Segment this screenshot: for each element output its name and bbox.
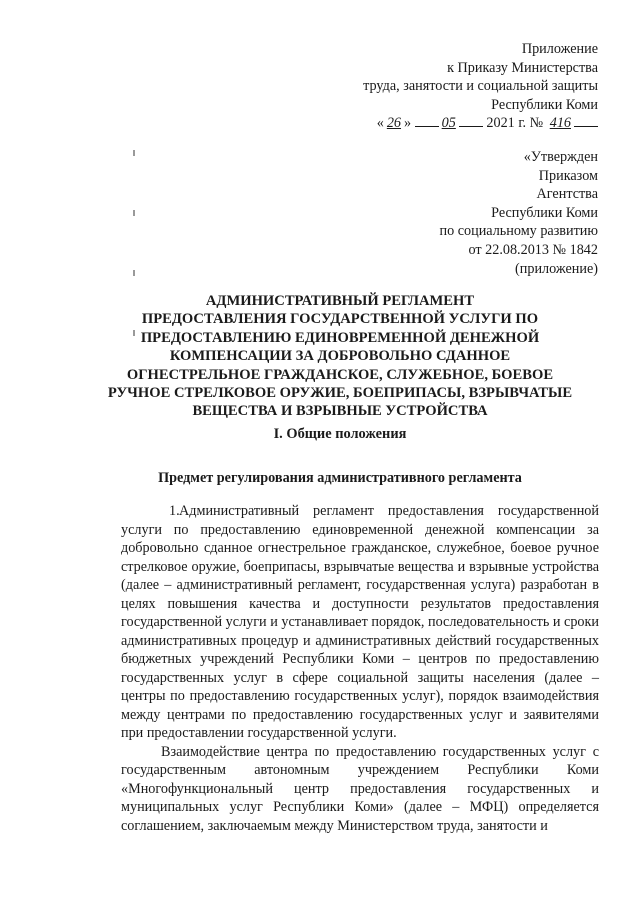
body-text [121,502,599,835]
appendix-line: Приложение [521,41,598,57]
approved-line: (приложение) [515,260,598,277]
scan-mark [133,210,135,216]
order-number: 416 [549,115,571,131]
title-line: ПРЕДОСТАВЛЕНИЯ ГОСУДАРСТВЕННОЙ УСЛУГИ ПО [141,311,539,328]
approved-line: Приказом [538,167,598,184]
paragraph-number: 1. [169,503,180,519]
date-underline [415,114,439,127]
approved-line: Республики Коми [491,204,598,221]
title-line: ПРЕДОСТАВЛЕНИЮ ЕДИНОВРЕМЕННОЙ ДЕНЕЖНОЙ [140,329,540,346]
approved-line: по социальному развитию [439,223,598,240]
title-line: АДМИНИСТРАТИВНЫЙ РЕГЛАМЕНТ [205,293,475,309]
date-open-quote: « [376,115,384,131]
approved-line: от 22.08.2013 № 1842 [468,241,598,258]
appendix-line: труда, занятости и социальной защиты [363,78,598,94]
scan-mark [133,270,135,276]
title-line: КОМПЕНСАЦИИ ЗА ДОБРОВОЛЬНО СДАННОЕ [169,348,511,365]
appendix-date-line [363,114,598,133]
document-title [90,292,590,421]
paragraph-2: Взаимодействие центра по предоставлению государственных услуг с государственным автономным учреждением Республики Коми «Многофункциональный центр предоставления государственных и муниципальных услуг Республики Коми» (далее – МФЦ) определяется соглашением, заключаемым между Министерством труда, занятости и [121,743,599,834]
paragraph-1-text: Административный регламент предоставления государственной услуги по предоставлению единовременной денежной компенсации за добровольно сданное огнестрельное гражданское, служебное, боевое ручное стрелковое оружие, боеприпасы, взрывчатые вещества и взрывные устройства (далее – административный регламент, государственная услуга) разработан в целях повышения качества и доступности результатов предоставления государственной услуги и устанавливает порядок, последовательность и сроки административных процедур и административных действий государственных бюджетных учреждений Республики Коми – центров по предоставлению государственных услуг в сфере социальной защиты населения (далее – центры по предоставлению государственных услуг), порядок взаимодействия между центрами по предоставлению государственных услуг и заявителями при предоставлении государственной услуги. [121,503,599,741]
title-line: ВЕЩЕСТВА И ВЗРЫВНЫЕ УСТРОЙСТВА [192,403,488,420]
number-underline [574,114,598,127]
date-year-text: 2021 г. № [486,115,544,131]
paragraph-1 [121,502,599,743]
date-month: 05 [441,115,456,131]
approved-line: «Утвержден [523,149,598,165]
appendix-line: к Приказу Министерства [447,59,598,76]
appendix-line: Республики Коми [491,96,598,113]
section-heading: I. Общие положения [273,426,407,442]
scan-mark [133,150,135,156]
title-line: ОГНЕСТРЕЛЬНОЕ ГРАЖДАНСКОЕ, СЛУЖЕБНОЕ, БОЕВОЕ [126,366,554,383]
date-day: 26 [386,115,402,131]
date-close-quote: » [404,115,412,131]
subject-heading: Предмет регулирования административного регламента [158,470,522,486]
approved-line: Агентства [536,186,598,203]
title-line: РУЧНОЕ СТРЕЛКОВОЕ ОРУЖИЕ, БОЕПРИПАСЫ, ВЗРЫВЧАТЫЕ [107,385,573,402]
appendix-block [363,40,598,133]
date-underline [459,114,483,127]
approved-block [440,148,599,278]
